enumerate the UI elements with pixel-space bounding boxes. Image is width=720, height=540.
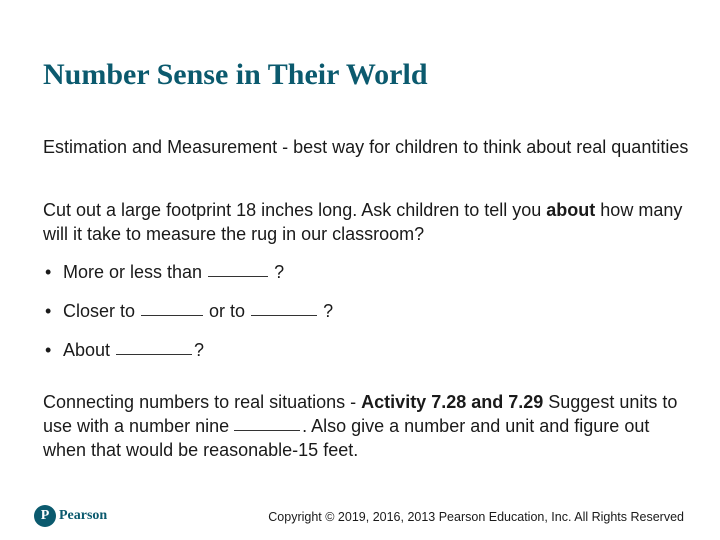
bullet-dot: • [45, 262, 52, 282]
answer-blank [208, 276, 268, 277]
bullet-text: Closer to [63, 301, 136, 321]
bullet-suffix: ? [274, 262, 285, 282]
pearson-logo-icon: P [34, 505, 56, 527]
paragraph-footprint-emphasis: about [546, 200, 596, 220]
slide-title: Number Sense in Their World [43, 58, 428, 91]
paragraph-connecting-middle: Suggest units to use with a number nine [43, 392, 678, 436]
bullet-dot: • [45, 301, 52, 321]
bullet-dot: • [45, 340, 52, 360]
paragraph-estimation: Estimation and Measurement - best way for children to think about real quantities [43, 137, 689, 157]
answer-blank [141, 315, 203, 316]
pearson-logo [34, 505, 107, 527]
copyright-notice: Copyright © 2019, 2016, 2013 Pearson Education, Inc. All Rights Reserved [268, 510, 684, 524]
pearson-logo-text: Pearson [59, 508, 108, 523]
bullet-text: About [63, 340, 111, 360]
bullet-about [45, 338, 204, 362]
bullet-suffix: ? [194, 340, 205, 360]
slide-footer [32, 503, 684, 533]
paragraph-footprint-after: how many will it take to measure the rug in our classroom? [43, 200, 683, 244]
bullet-more-or-less [45, 260, 284, 284]
paragraph-connecting [43, 390, 693, 462]
paragraph-footprint-before: Cut out a large footprint 18 inches long. Ask children to tell you [43, 200, 547, 220]
bullet-middle: or to [209, 301, 246, 321]
answer-blank [116, 354, 192, 355]
answer-blank [251, 315, 317, 316]
bullet-text: More or less than [63, 262, 203, 282]
paragraph-footprint [43, 198, 693, 246]
paragraph-connecting-after: . Also give a number and unit and figure out when that would be reasonable-15 feet. [43, 416, 650, 460]
paragraph-connecting-emphasis: Activity 7.28 and 7.29 [361, 392, 544, 412]
bullet-suffix: ? [323, 301, 334, 321]
paragraph-connecting-before: Connecting numbers to real situations - [43, 392, 362, 412]
answer-blank [234, 430, 300, 431]
bullet-closer-to [45, 299, 333, 323]
